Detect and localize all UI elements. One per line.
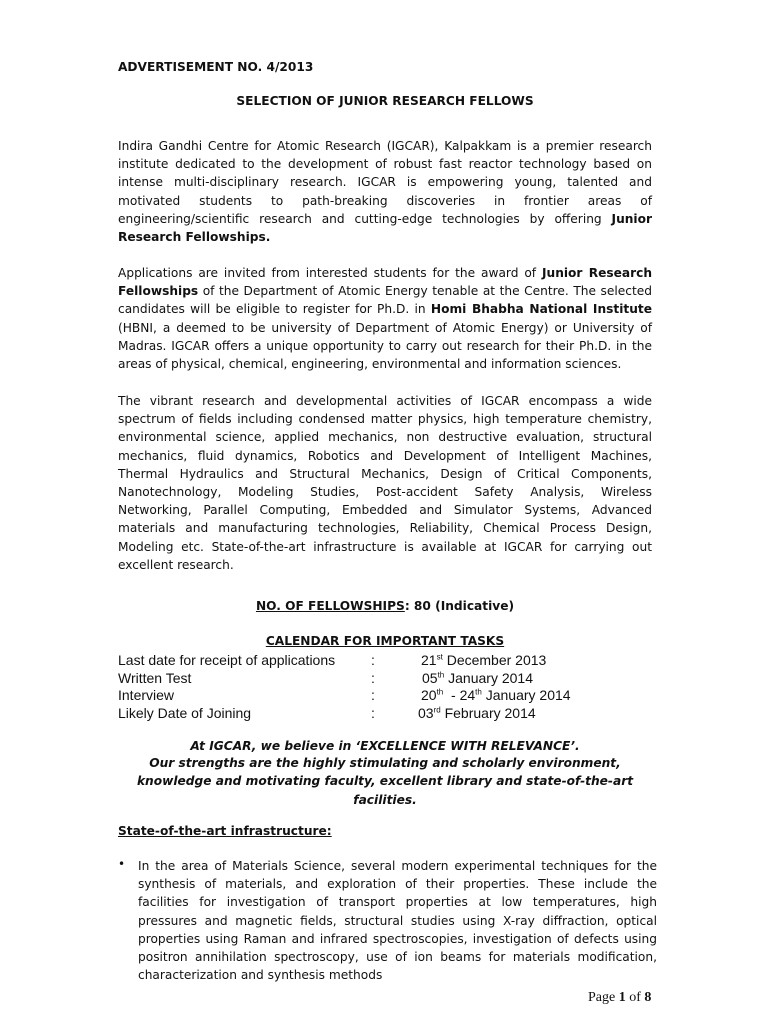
motto-line: At IGCAR, we believe in ‘EXCELLENCE WITH RELEVANCE’. xyxy=(190,739,580,753)
calendar-date: 20th - 24th January 2014 xyxy=(421,687,571,704)
research-areas-paragraph: The vibrant research and developmental activities of IGCAR encompass a wide spectrum of fields including condensed matter physics, high temperature chemistry, environmental science, applied mechanics, non destructive evaluation, structural mechanics, fluid dynamics, Robotics and Development of Intelligent Machines, Thermal Hydraulics and Structural Mechanics, Design of Critical Components, Nanotechnology, Modeling Studies, Post-accident Safety Analysis, Wireless Networking, Parallel Computing, Embedded and Simulator Systems, Advanced materials and manufacturing technologies, Reliability, Chemical Process Design, Modeling etc. State-of-the-art infrastructure is available at IGCAR for carrying out excellent research. xyxy=(118,394,652,572)
applications-text-2: of the Department of Atomic Energy tenable at the Centre. The selected candidates will be eligible to register for Ph.D. in xyxy=(118,284,652,317)
applications-paragraph xyxy=(118,264,652,373)
calendar-row xyxy=(118,652,652,670)
calendar-row xyxy=(118,705,652,723)
calendar-label: Written Test xyxy=(118,669,192,686)
intro-bold: Junior Research Fellowships. xyxy=(118,211,652,245)
calendar-colon: : xyxy=(371,669,375,686)
intro-text: Indira Gandhi Centre for Atomic Research (IGCAR), Kalpakkam is a premier research institute dedicated to the development of robust fast reactor technology based on intense multi-disciplinary research. IGCAR is empowering young, talented and motivated students to path-breaking discoveries in frontier areas of engineering/scientific research and cutting-edge technologies by offering xyxy=(118,139,652,226)
applications-text-3: (HBNI, a deemed to be university of Department of Atomic Energy) or University of Madras. IGCAR offers a unique opportunity to carry out research for their Ph.D. in the areas of physical, chemical, engineering, environmental and information sciences. xyxy=(118,320,652,372)
calendar-date: 21st December 2013 xyxy=(421,652,547,668)
intro-paragraph xyxy=(118,137,652,246)
fellowships-count xyxy=(118,597,652,615)
applications-text-1: Applications are invited from interested students for the award of xyxy=(118,266,542,280)
infrastructure-heading: State-of-the-art infrastructure: xyxy=(118,824,332,838)
calendar-date: 03rd February 2014 xyxy=(418,704,536,721)
calendar-table xyxy=(118,652,652,724)
calendar-row xyxy=(118,670,652,688)
advertisement-number: ADVERTISEMENT NO. 4/2013 xyxy=(118,60,314,74)
calendar-colon: : xyxy=(371,652,375,668)
calendar-colon: : xyxy=(371,687,375,704)
fellowships-label: NO. OF FELLOWSHIPS xyxy=(255,599,405,613)
bullet-icon: • xyxy=(118,857,126,871)
calendar-date: 05th January 2014 xyxy=(422,669,533,686)
infrastructure-item: In the area of Materials Science, several modern experimental techniques for the synthesis of materials, and exploration of their properties. These include the facilities for investigation of transport properties at low temperatures, high pressures and magnetic fields, structural studies using X-ray diffraction, optical properties using Raman and infrared spectroscopies, investigation of defects using positron annihilation spectroscopy, use of ion beams for materials modification, characterization and synthesis methods xyxy=(138,859,657,983)
calendar-colon: : xyxy=(371,704,375,721)
calendar-label: Interview xyxy=(118,687,175,704)
strengths-statement: Our strengths are the highly stimulating and scholarly environment, knowledge and motivating faculty, excellent library and state-of-the-art facilities. xyxy=(136,756,634,807)
applications-bold-1: Junior Research Fellowships xyxy=(118,266,652,299)
applications-bold-2: Homi Bhabha National Institute xyxy=(430,302,652,317)
calendar-label: Last date for receipt of applications xyxy=(118,652,336,668)
page-title: SELECTION OF JUNIOR RESEARCH FELLOWS xyxy=(236,94,534,108)
calendar-row xyxy=(118,687,652,705)
calendar-title: CALENDAR FOR IMPORTANT TASKS xyxy=(265,634,505,648)
calendar-label: Likely Date of Joining xyxy=(118,704,252,721)
fellowships-value: : 80 (Indicative) xyxy=(404,599,515,613)
page-footer: Page 1 of 8 xyxy=(588,990,652,1005)
